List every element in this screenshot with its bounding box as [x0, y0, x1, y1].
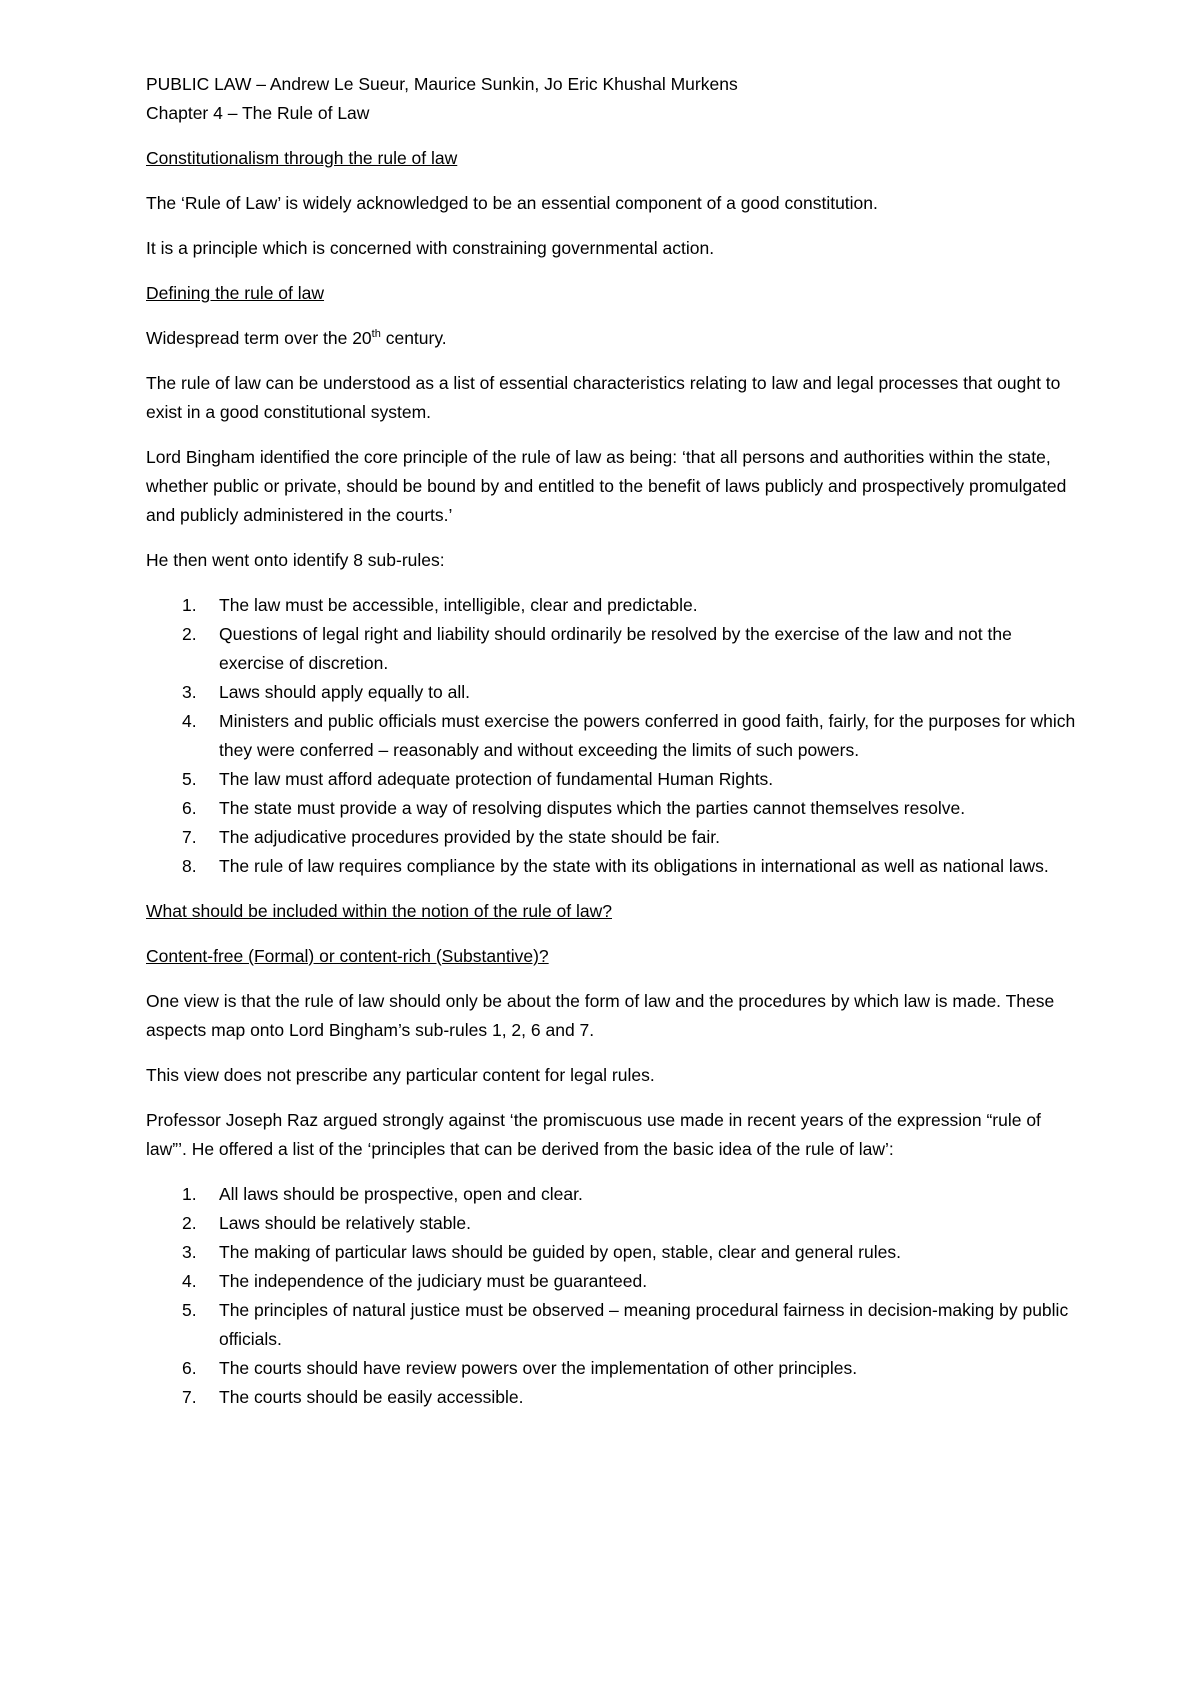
- superscript: th: [371, 328, 381, 341]
- paragraph: He then went onto identify 8 sub-rules:: [146, 550, 445, 570]
- list-item-text: The principles of natural justice must be observed – meaning procedural fairness in decision-making by public officials.: [219, 1300, 1069, 1349]
- list-item-number: 8.: [182, 856, 197, 876]
- paragraph: The ‘Rule of Law’ is widely acknowledged to be an essential component of a good constitution.: [146, 193, 878, 213]
- list-item-number: 1.: [182, 595, 197, 615]
- list-item-text: The adjudicative procedures provided by the state should be fair.: [219, 827, 721, 847]
- paragraph: It is a principle which is concerned with constraining governmental action.: [146, 238, 715, 258]
- subheading-formal-substantive: Content-free (Formal) or content-rich (Substantive)?: [146, 946, 549, 966]
- list-item-number: 3.: [182, 682, 197, 702]
- paragraph: [146, 324, 1076, 353]
- text-run: century.: [380, 328, 447, 348]
- heading-constitutionalism: Constitutionalism through the rule of law: [146, 148, 458, 168]
- list-item-text: Laws should apply equally to all.: [219, 682, 470, 702]
- list-item-number: 2.: [182, 1213, 197, 1233]
- list-item-number: 7.: [182, 827, 197, 847]
- heading-notion-of-rule-of-law: What should be included within the notion of the rule of law?: [146, 901, 612, 921]
- list-item-number: 5.: [182, 769, 197, 789]
- list-item: [146, 794, 1076, 823]
- list-item-number: 6.: [182, 798, 197, 818]
- list-item-number: 3.: [182, 1242, 197, 1262]
- list-item: [146, 1209, 1076, 1238]
- list-item: [146, 823, 1076, 852]
- list-item-text: The courts should have review powers over the implementation of other principles.: [219, 1358, 858, 1378]
- list-item-text: The rule of law requires compliance by the state with its obligations in international as well as national laws.: [219, 856, 1049, 876]
- list-item: [146, 1238, 1076, 1267]
- list-item-number: 4.: [182, 711, 197, 731]
- list-item-number: 5.: [182, 1300, 197, 1320]
- list-item-text: The making of particular laws should be guided by open, stable, clear and general rules.: [219, 1242, 901, 1262]
- list-item-text: All laws should be prospective, open and clear.: [219, 1184, 583, 1204]
- paragraph: This view does not prescribe any particular content for legal rules.: [146, 1065, 655, 1085]
- list-item: [146, 707, 1076, 765]
- list-item: [146, 1383, 1076, 1412]
- list-item-text: Ministers and public officials must exercise the powers conferred in good faith, fairly, for the purposes for which they were conferred – reasonably and without exceeding the limits of such powers.: [219, 711, 1076, 760]
- raz-principles-list: [146, 1180, 1076, 1412]
- list-item: [146, 1180, 1076, 1209]
- paragraph: One view is that the rule of law should only be about the form of law and the procedures by which law is made. These aspects map onto Lord Bingham’s sub-rules 1, 2, 6 and 7.: [146, 991, 1055, 1040]
- chapter-title: Chapter 4 – The Rule of Law: [146, 103, 370, 123]
- paragraph: Professor Joseph Raz argued strongly against ‘the promiscuous use made in recent years of the expression “rule of law”’. He offered a list of the ‘principles that can be derived from the basic idea of the rule of law’:: [146, 1110, 1041, 1159]
- list-item-number: 1.: [182, 1184, 197, 1204]
- list-item-number: 7.: [182, 1387, 197, 1407]
- list-item: [146, 1354, 1076, 1383]
- list-item-text: The law must afford adequate protection of fundamental Human Rights.: [219, 769, 774, 789]
- bingham-sub-rules-list: [146, 591, 1076, 881]
- list-item-text: The courts should be easily accessible.: [219, 1387, 524, 1407]
- document-page: [146, 70, 1076, 1428]
- heading-defining-rule-of-law: Defining the rule of law: [146, 283, 325, 303]
- list-item-text: The state must provide a way of resolving disputes which the parties cannot themselves resolve.: [219, 798, 966, 818]
- list-item-number: 6.: [182, 1358, 197, 1378]
- text-run: Widespread term over the 20: [146, 328, 372, 348]
- list-item: [146, 591, 1076, 620]
- paragraph: The rule of law can be understood as a list of essential characteristics relating to law and legal processes that ought to exist in a good constitutional system.: [146, 373, 1061, 422]
- list-item: [146, 852, 1076, 881]
- paragraph: Lord Bingham identified the core principle of the rule of law as being: ‘that all persons and authorities within the state, whether public or private, should be bound by and entitled to the benefit of laws publicly and prospectively promulgated and publicly administered in the courts.’: [146, 447, 1067, 525]
- list-item: [146, 1296, 1076, 1354]
- list-item-number: 4.: [182, 1271, 197, 1291]
- list-item: [146, 620, 1076, 678]
- list-item-text: The independence of the judiciary must be guaranteed.: [219, 1271, 648, 1291]
- document-title: PUBLIC LAW – Andrew Le Sueur, Maurice Sunkin, Jo Eric Khushal Murkens: [146, 74, 738, 94]
- list-item: [146, 1267, 1076, 1296]
- list-item-number: 2.: [182, 624, 197, 644]
- list-item-text: Laws should be relatively stable.: [219, 1213, 471, 1233]
- list-item: [146, 678, 1076, 707]
- list-item: [146, 765, 1076, 794]
- list-item-text: The law must be accessible, intelligible, clear and predictable.: [219, 595, 698, 615]
- list-item-text: Questions of legal right and liability should ordinarily be resolved by the exercise of the law and not the exercise of discretion.: [219, 624, 1012, 673]
